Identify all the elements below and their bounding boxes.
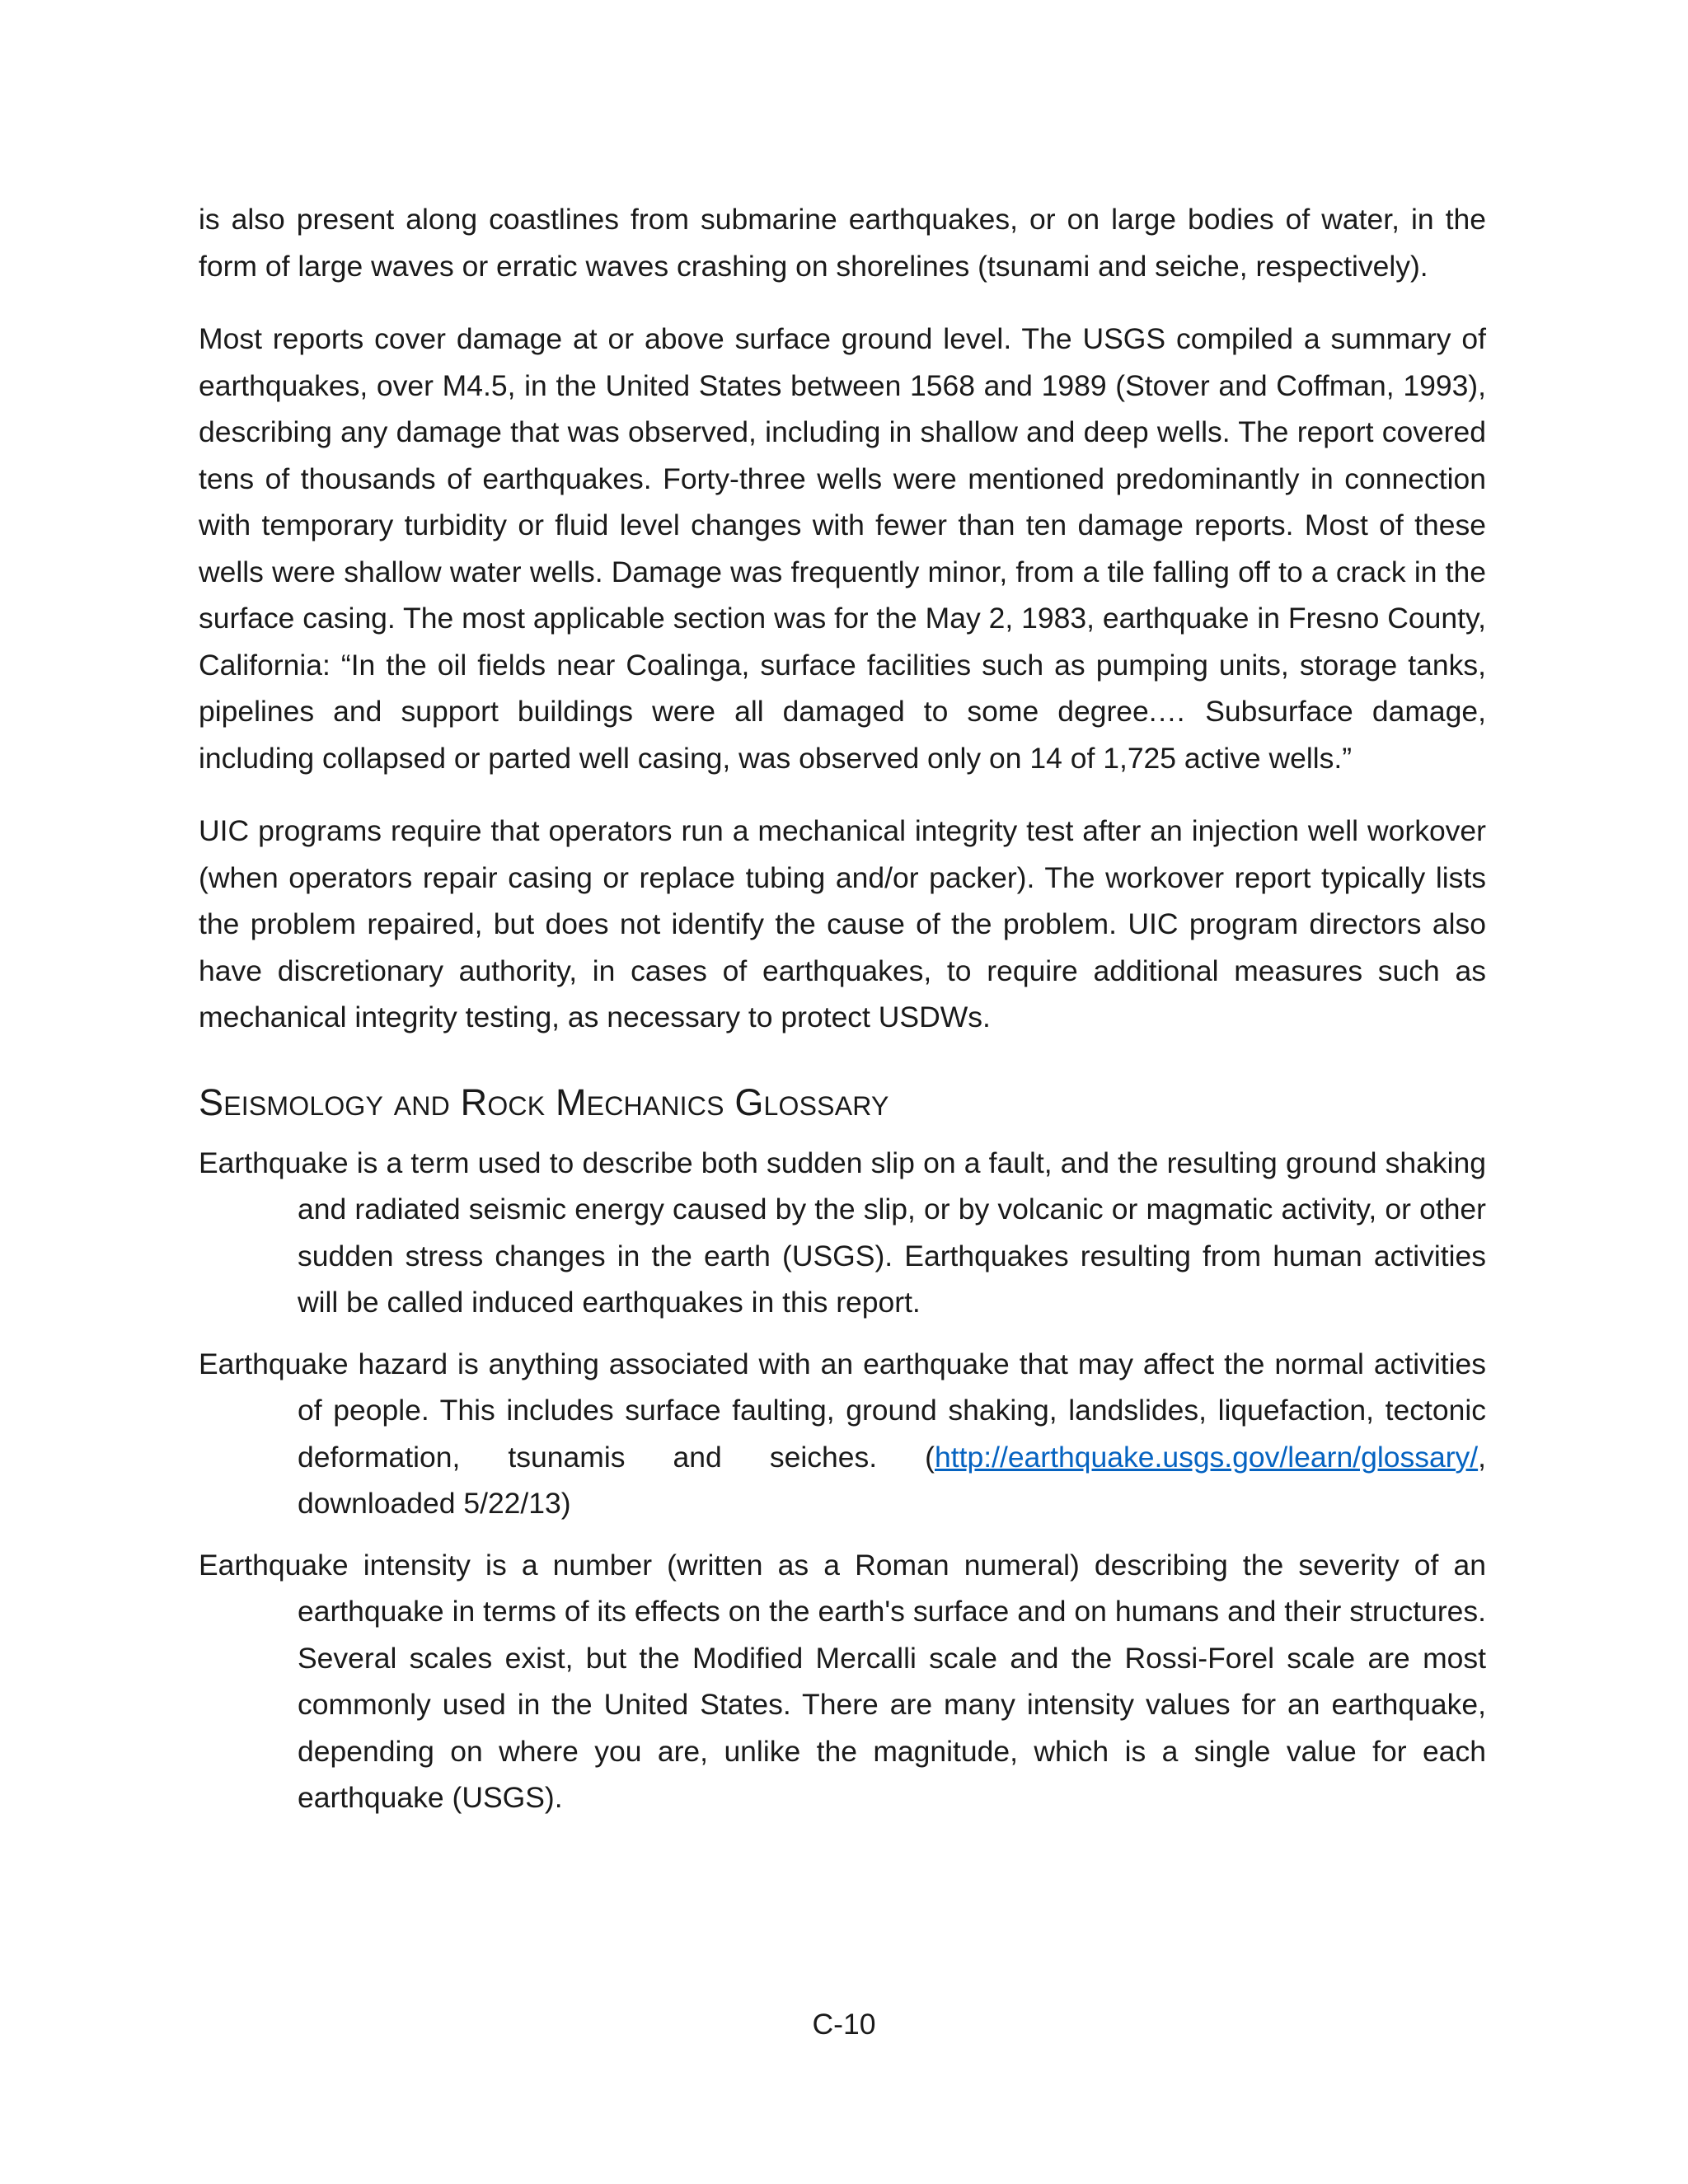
paragraph-usgs-damage-summary: Most reports cover damage at or above surface ground level. The USGS compiled a summary of earthquakes, over M4.5, in the United States between 1568 and 1989 (Stover and Coffman, 1993), describing any damage that was observed, including in shallow and deep wells. The report covered tens of thousands of earthquakes. Forty-three wells were mentioned predominantly in connection with temporary turbidity or fluid level changes with fewer than ten damage reports. Most of these wells were shallow water wells. Damage was frequently minor, from a tile falling off to a crack in the surface casing. The most applicable section was for the May 2, 1983, earthquake in Fresno County, California: “In the oil fields near Coalinga, surface facilities such as pumping units, storage tanks, pipelines and support buildings were all damaged to some degree.… Subsurface damage, including collapsed or parted well casing, was observed only on 14 of 1,725 active wells.” (199, 322, 1486, 775)
glossary-hazard-text: Earthquake hazard is anything associated with an earthquake that may affect the normal activities of people. This includes surface faulting, ground shaking, landslides, liquefaction, tectonic deformation, tsunamis and seiches. ( (199, 1347, 1486, 1474)
page-content (199, 196, 1486, 1836)
glossary-entry-earthquake-intensity: Earthquake intensity is a number (written as a Roman numeral) describing the severity of an earthquake in terms of its effects on the earth's surface and on humans and their structures. Several scales exist, but the Modified Mercalli scale and the Rossi-Forel scale are most commonly used in the United States. There are many intensity values for an earthquake, depending on where you are, unlike the magnitude, which is a single value for each earthquake (USGS). (199, 1548, 1486, 1814)
paragraph-uic-programs: UIC programs require that operators run a mechanical integrity test after an injection well workover (when operators repair casing or replace tubing and/or packer). The workover report typically lists the problem repaired, but does not identify the cause of the problem. UIC program directors also have discretionary authority, in cases of earthquakes, to require additional measures such as mechanical integrity testing, as necessary to protect USDWs. (199, 814, 1486, 1033)
glossary-hazard-download-note: , downloaded 5/22/13) (298, 1440, 1486, 1520)
glossary-entry-earthquake: Earthquake is a term used to describe both sudden slip on a fault, and the resulting ground shaking and radiated seismic energy caused by the slip, or by volcanic or magmatic activity, or other sudden stress changes in the earth (USGS). Earthquakes resulting from human activities will be called induced earthquakes in this report. (199, 1146, 1486, 1319)
usgs-glossary-link[interactable]: http://earthquake.usgs.gov/learn/glossary/ (935, 1440, 1479, 1474)
paragraph-tsunami-seiche: is also present along coastlines from submarine earthquakes, or on large bodies of water, in the form of large waves or erratic waves crashing on shorelines (tsunami and seiche, respectively). (199, 203, 1486, 283)
section-heading-glossary: Seismology and Rock Mechanics Glossary (199, 1080, 889, 1123)
page-number: C-10 (812, 2008, 876, 2041)
glossary-entry-earthquake-hazard (199, 1341, 1486, 1527)
